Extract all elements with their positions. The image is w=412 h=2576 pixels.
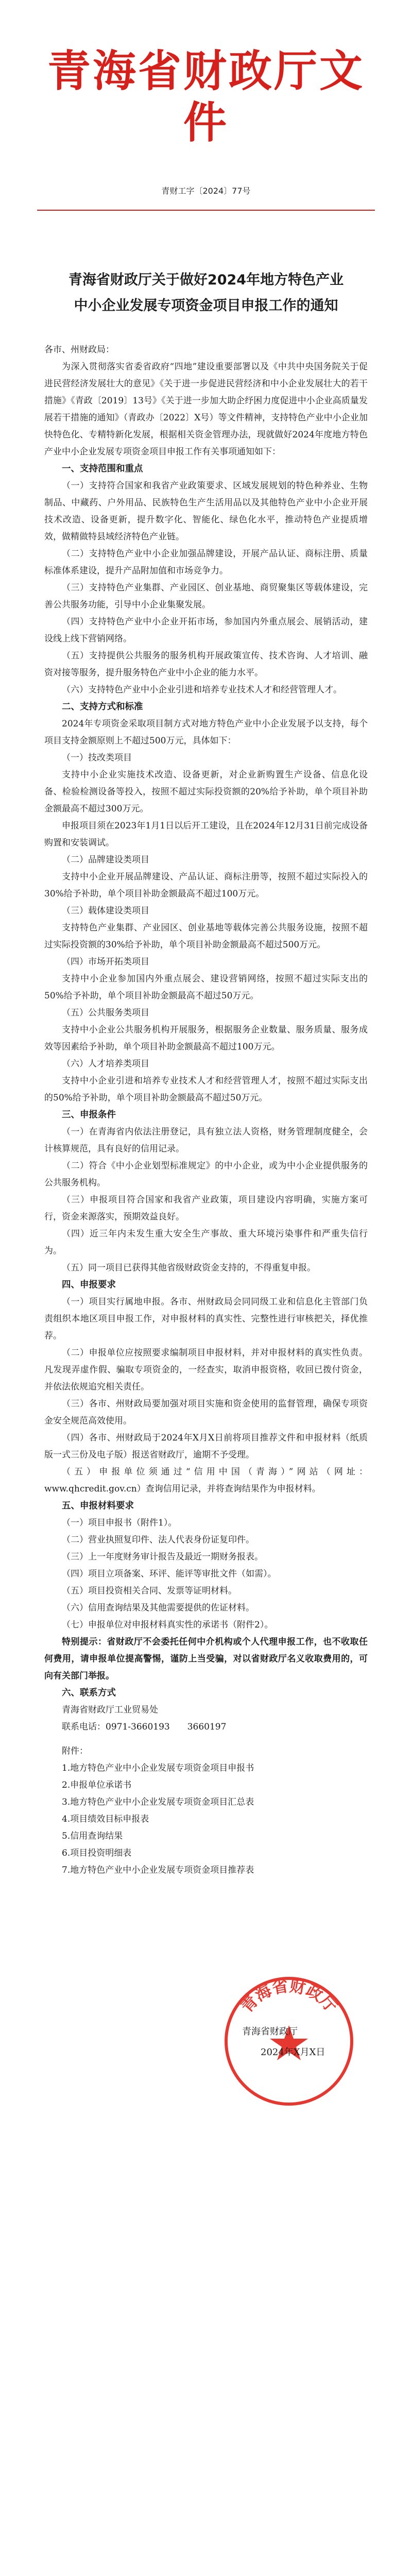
subsection-heading: （二）品牌建设类项目 [62,855,149,865]
section-heading: 一、支持范围和重点 [62,464,143,474]
section-heading: 四、申报要求 [62,1280,116,1290]
paragraph: 支持中小企业公共服务机构开展服务，根据服务企业数量、服务质量、服务成效等因素给予补助，单个项目补助金额最高不超过100万元。 [44,1025,368,1052]
sections [44,461,368,1736]
attachments [44,1743,368,1879]
document-title [44,267,368,319]
paragraph: 支持中小企业实施技术改造、设备更新，对企业新购置生产设备、信息化设备、检验检测设备等投入，按照不超过实际投资额的20%给予补助，单个项目补助金额最高不超过300万元。 [44,770,368,814]
paragraph: （一）在青海省内依法注册登记，具有独立法人资格，财务管理制度健全，会计核算规范，具有良好的信用记录。 [44,1127,368,1154]
paragraph: （二）符合《中小企业划型标准规定》的中小企业，或为中小企业提供服务的公共服务机构。 [44,1161,368,1188]
signature-date: 2024年X月X日 [261,2047,325,2058]
title-line-1: 青海省财政厅关于做好2024年地方特色产业 [68,272,344,288]
subsection-heading: （一）技改类项目 [62,753,132,763]
paragraph: （一）支持符合国家和我省产业政策要求、区域发展规划的特色种养业、生物制品、中藏药、户外用品、民族特色生产生活用品以及其他特色产业中小企业开展技术改造、设备更新，提升数字化、智能化、绿色化水平，推动特色产业提质增效，做精做特县域经济特色产业链。 [44,481,368,542]
paragraph: 支持中小企业引进和培养专业技术人才和经营管理人才，按照不超过实际支出的50%给予补助，单个项目补助金额最高不超过50万元。 [44,1076,368,1103]
paragraph: （二）支持特色产业中小企业加强品牌建设，开展产品认证、商标注册、质量标准体系建设，提升产品附加值和市场竞争力。 [44,549,368,576]
section-heading: 二、支持方式和标准 [62,702,143,712]
paragraph: （六）支持特色产业中小企业引进和培养专业技术人才和经营管理人才。 [62,685,342,695]
paragraph: 2024年专项资金采取项目制方式对地方特色产业中小企业发展予以支持，每个项目支持金额原则上不超过500万元，具体如下： [44,719,368,746]
paragraph: （五）同一项目已获得其他省级财政资金支持的，不得重复申报。 [62,1263,316,1273]
official-seal [219,1972,358,2111]
paragraph: 联系电话：0971-3660193 3660197 [62,1722,227,1732]
paragraph: 青海省财政厅工业贸易处 [62,1705,158,1715]
attachment-item: 6.项目投资明细表 [62,1848,132,1858]
spacer [44,1736,368,1740]
paragraph: 申报项目须在2023年1月1日以后开工建设，且在2024年12月31日前完成设备购置和安装调试。 [44,821,368,848]
subsection-heading: （三）载体建设类项目 [62,906,149,916]
paragraph: （三）上一年度财务审计报告及最近一期财务报表。 [62,1552,263,1562]
signature-organization: 青海省财政厅 [242,2026,298,2037]
paragraph: （二）申报单位应按照要求编制项目申报材料，并对申报材料的真实性负责。凡发现弄虚作假、骗取专项资金的，一经查实，取消申报资格，收回已拨付资金，并依法依规追究相关责任。 [44,1348,368,1392]
document-number: 青财工字〔2024〕77号 [161,186,251,196]
paragraph: （七）申报单位对申报材料真实性的承诺书（附件2）。 [62,1620,273,1630]
paragraph: （四）项目立项备案、环评、能评等审批文件（如需）。 [62,1569,277,1579]
seal-text: 青海省财政厅 [237,1977,340,2016]
paragraph: （六）信用查询结果及其他需要提供的佐证材料。 [62,1603,254,1613]
document-body [44,342,368,1879]
red-divider [37,210,375,211]
paragraph: （二）营业执照复印件、法人代表身份证复印件。 [62,1535,254,1545]
document-page [0,45,412,2576]
title-line-2: 中小企业发展专项资金项目申报工作的通知 [74,298,338,314]
paragraph: （三）申报项目符合国家和我省产业政策，项目建设内容明确，实施方案可行，资金来源落实，预期效益良好。 [44,1195,368,1222]
section-heading: 五、申报材料要求 [62,1501,134,1511]
paragraph: 支持中小企业开展品牌建设、产品认证、商标注册等，按照不超过实际投入的30%给予补助，单个项目补助金额最高不超过100万元。 [44,872,368,899]
subsection-heading: （五）公共服务类项目 [62,1008,149,1018]
intro-paragraph: 为深入贯彻落实省委省政府“四地”建设重要部署以及《中共中央国务院关于促进民营经济发展壮大的意见》《关于进一步促进民营经济和中小企业发展壮大的若干措施》《青政〔2019〕13号》《关于进一步加大助企纾困力度促进中小企业高质量发展若干措施的通知》（青政办〔2022〕X号）等文件精神，支持特色产业中小企业加快特色化、专精特新化发展，根据相关资金管理办法，现就做好2024年度地方特色产业中小企业发展专项资金项目申报工作有关事项通知如下： [44,362,368,457]
attachment-item: 3.地方特色产业中小企业发展专项资金项目汇总表 [62,1797,254,1807]
attachments-label: 附件： [62,1746,88,1756]
section-heading: 六、联系方式 [62,1688,116,1698]
paragraph: （三）支持特色产业集群、产业园区、创业基地、商贸聚集区等载体建设，完善公共服务功能，引导中小企业集聚发展。 [44,583,368,610]
attachment-item: 5.信用查询结果 [62,1831,123,1841]
subsection-heading: （四）市场开拓类项目 [62,957,149,967]
paragraph: （四）各市、州财政局于2024年X月X日前将项目推荐文件和申报材料（纸质版一式三份及电子版）报送省财政厅，逾期不予受理。 [44,1433,368,1460]
attachment-item: 2.申报单位承诺书 [62,1780,132,1790]
introduction [44,359,368,461]
paragraph: 特别提示：省财政厅不会委托任何中介机构或个人代理申报工作，也不收取任何费用，请申报单位提高警惕，谨防上当受骗，对以省财政厅名义收取费用的，可向有关部门举报。 [44,1637,368,1681]
paragraph: （四）近三年内未发生重大安全生产事故、重大环境污染事件和严重失信行为。 [44,1229,368,1256]
paragraph: （一）项目申报书（附件1）。 [62,1518,177,1528]
paragraph: 支持中小企业参加国内外重点展会、建设营销网络，按照不超过实际支出的50%给予补助，单个项目补助金额最高不超过50万元。 [44,974,368,1001]
attachment-item: 4.项目绩效目标申报表 [62,1814,149,1824]
salutation: 各市、州财政局： [44,345,114,355]
section-heading: 三、申报条件 [62,1110,116,1120]
paragraph: （三）各市、州财政局要加强对项目实施和资金使用的监督管理，确保专项资金安全规范高效使用。 [44,1399,368,1426]
paragraph: （五）支持提供公共服务的服务机构开展政策宣传、技术咨询、人才培训、融资对接等服务，提升服务特色产业中小企业的能力水平。 [44,651,368,678]
paragraph: （一）项目实行属地申报。各市、州财政局会同同级工业和信息化主管部门负责组织本地区项目申报工作，对申报材料的真实性、完整性进行审核把关，择优推荐。 [44,1297,368,1341]
attachment-list [44,1760,368,1879]
paragraph: （四）支持特色产业中小企业开拓市场，参加国内外重点展会、展销活动，建设线上线下营销网络。 [44,617,368,644]
paragraph: （五）申报单位须通过“信用中国（青海）”网站（网址：www.qhcredit.gov.cn）查询信用记录，并将查询结果作为申报材料。 [44,1467,368,1494]
attachment-item: 7.地方特色产业中小企业发展专项资金项目推荐表 [62,1865,254,1875]
attachment-item: 1.地方特色产业中小企业发展专项资金项目申报书 [62,1763,254,1773]
paragraph: 支持特色产业集群、产业园区、创业基地等载体完善公共服务设施，按照不超过实际投资额的30%给予补助，单个项目补助金额最高不超过500万元。 [44,923,368,950]
signature-block [44,1977,368,2106]
subsection-heading: （六）人才培养类项目 [62,1059,149,1069]
masthead: 青海省财政厅文件 [47,46,365,148]
paragraph: （五）项目投资相关合同、发票等证明材料。 [62,1586,237,1596]
